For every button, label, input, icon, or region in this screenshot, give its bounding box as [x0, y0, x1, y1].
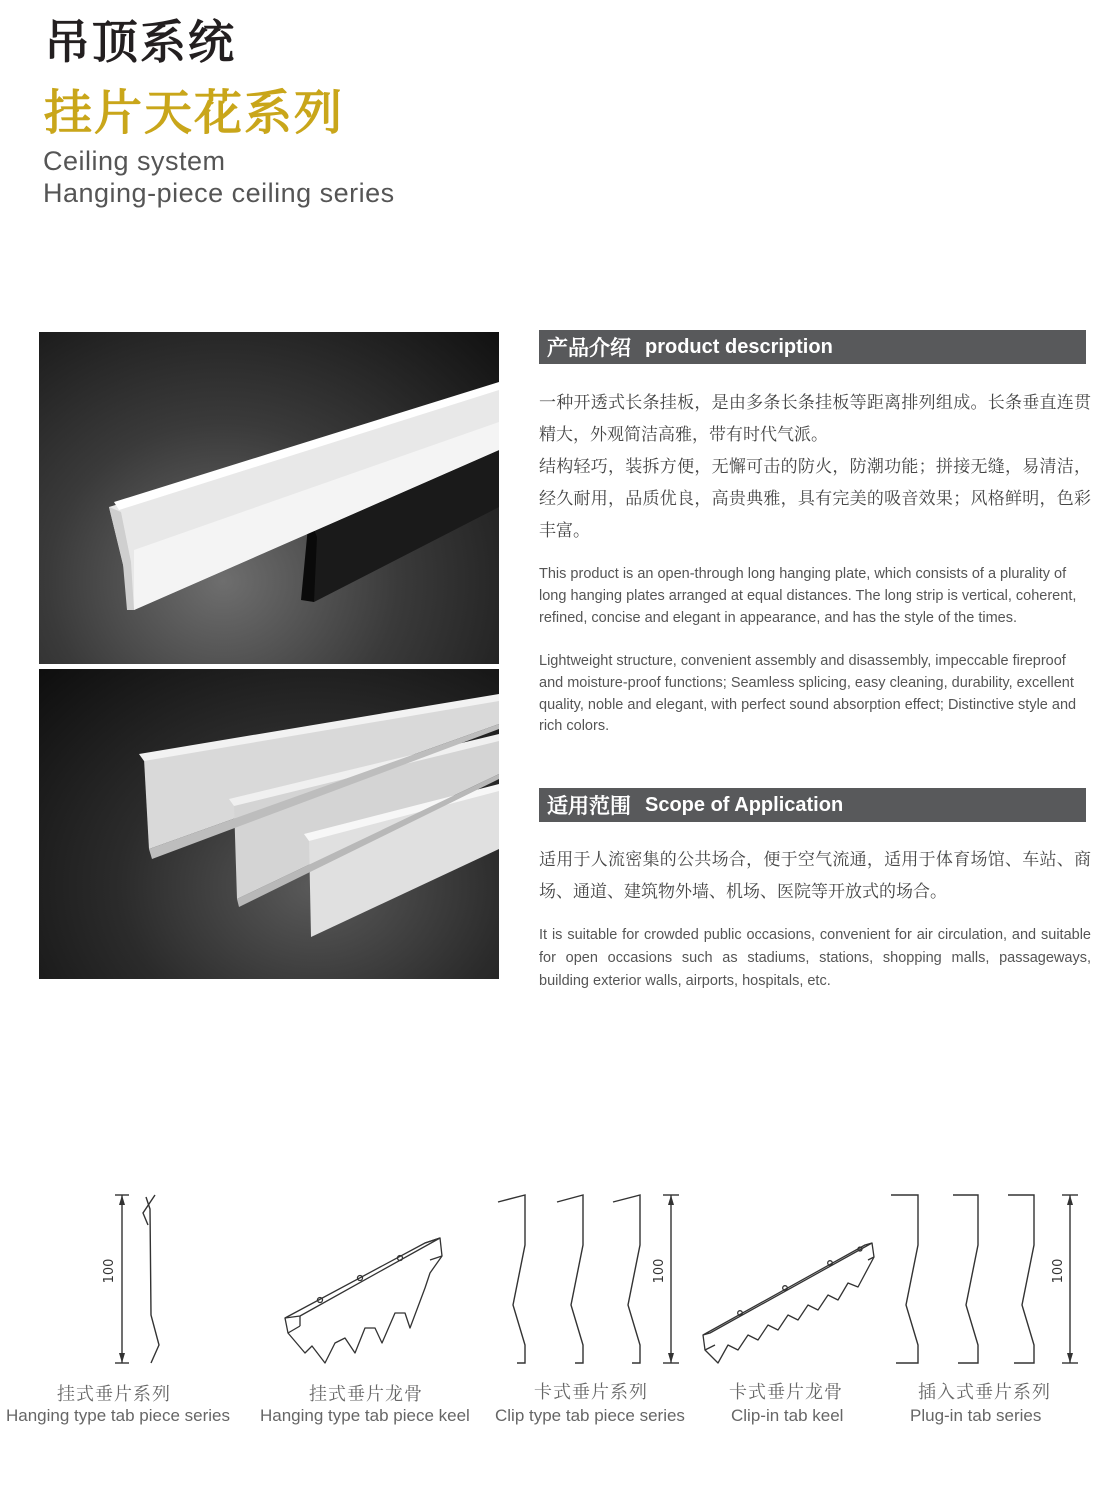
- diagram-hanging-tab-profile: [95, 1185, 175, 1370]
- product-description-heading: [539, 330, 1086, 364]
- dimension-label: 100: [1051, 1258, 1066, 1284]
- description-paragraph-cn-1: 一种开透式长条挂板，是由多条长条挂板等距离排列组成。长条垂直连贯精大，外观简洁高雅，带有时代气派。: [539, 393, 1091, 444]
- diagram-plug-in-tab-profile: [888, 1185, 1088, 1370]
- page-title-cn: 吊顶系统: [44, 15, 236, 69]
- scope-paragraph-cn: 适用于人流密集的公共场合，便于空气流通，适用于体育场馆、车站、商场、通道、建筑物外墙、机场、医院等开放式的场合。: [539, 850, 1091, 901]
- caption-en-clip-in-keel: Clip-in tab keel: [731, 1406, 844, 1425]
- description-paragraph-cn-2: 结构轻巧，装拆方便，无懈可击的防火，防潮功能；拼接无缝，易清洁，经久耐用，品质优良，高贵典雅，具有完美的吸音效果；风格鲜明，色彩丰富。: [539, 457, 1091, 540]
- series-title-cn: 挂片天花系列: [44, 85, 345, 141]
- product-photo-silver-strips: [39, 669, 499, 979]
- caption-cn-clip-in-keel: 卡式垂片龙骨: [729, 1382, 843, 1402]
- diagram-clip-tab-profile: [495, 1185, 695, 1370]
- heading-en: product description: [645, 335, 833, 358]
- product-photo-white-black-strips: [39, 332, 499, 664]
- page-title-en: Ceiling system: [43, 146, 226, 176]
- caption-en-hanging-tab-series: Hanging type tab piece series: [6, 1406, 230, 1425]
- caption-cn-hanging-tab-keel: 挂式垂片龙骨: [309, 1384, 423, 1404]
- scope-paragraph-en: It is suitable for crowded public occasions, convenient for air circulation, and suitable for open occasions such as stadiums, stations, shopping malls, passageways, building exterior walls, airports, hospitals, etc.: [539, 927, 1091, 989]
- scope-heading: [539, 788, 1086, 822]
- caption-cn-plug-in-tab-series: 插入式垂片系列: [918, 1382, 1051, 1402]
- dimension-label: 100: [652, 1258, 667, 1284]
- description-paragraph-en-2: Lightweight structure, convenient assembly and disassembly, impeccable fireproof and moisture-proof functions; Seamless splicing, easy cleaning, durability, excellent quality, noble and elegant, with perfect sound absorption effect; Distinctive style and rich colors.: [539, 653, 1077, 735]
- heading-cn: 适用范围: [547, 795, 631, 818]
- caption-en-plug-in-tab-series: Plug-in tab series: [910, 1406, 1042, 1425]
- heading-cn: 产品介绍: [547, 337, 631, 360]
- dimension-label: 100: [102, 1258, 117, 1284]
- caption-en-clip-tab-series: Clip type tab piece series: [495, 1406, 685, 1425]
- caption-en-hanging-tab-keel: Hanging type tab piece keel: [260, 1406, 470, 1425]
- description-paragraph-en-1: This product is an open-through long hanging plate, which consists of a plurality of long hanging plates arranged at equal distances. The long strip is vertical, coherent, refined, concise and elegant in appearance, and has the style of the times.: [539, 566, 1077, 626]
- caption-cn-clip-tab-series: 卡式垂片系列: [534, 1382, 648, 1402]
- diagram-clip-in-keel: [700, 1235, 880, 1370]
- diagram-hanging-tab-keel: [280, 1228, 450, 1373]
- heading-en: Scope of Application: [645, 793, 844, 816]
- caption-cn-hanging-tab-series: 挂式垂片系列: [57, 1384, 171, 1404]
- series-title-en: Hanging-piece ceiling series: [43, 178, 395, 208]
